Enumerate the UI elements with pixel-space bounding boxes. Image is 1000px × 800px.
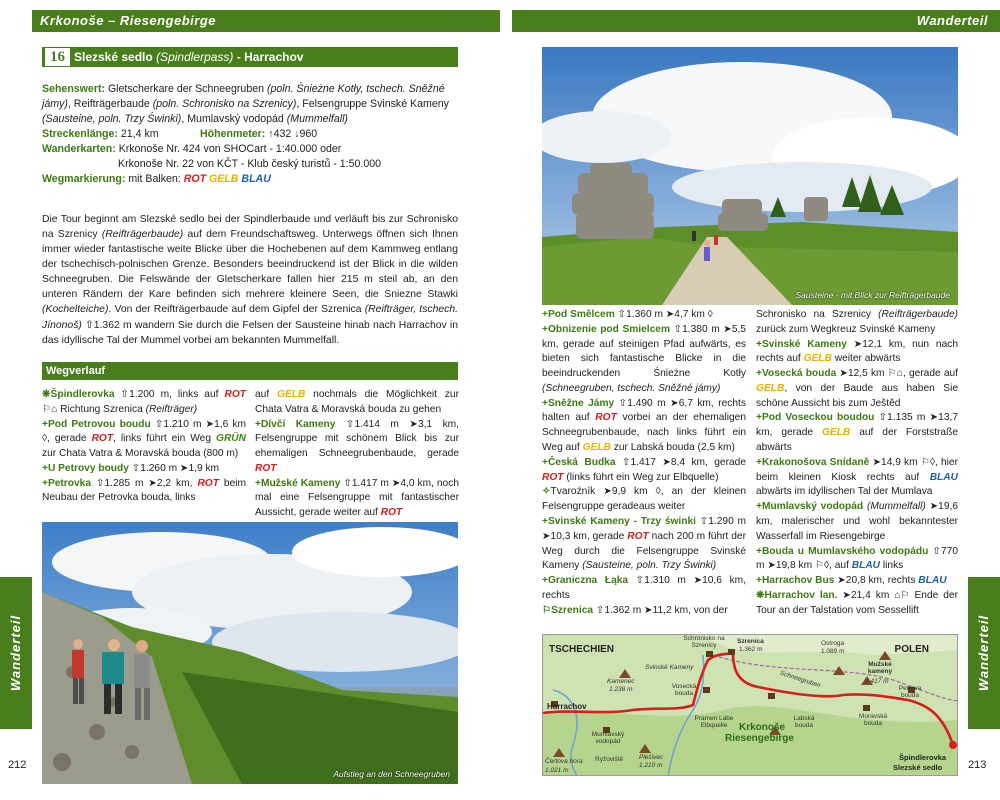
waypoint-petrovka (42, 477, 246, 507)
waypoint-harrachov-bus (756, 574, 958, 589)
wp-blau: BLAU (918, 575, 947, 587)
wp-text: vorbei an der ehemaligen Schneegrubenbaude, nach links führt ein Weg auf (542, 412, 746, 454)
wp-text: ⇧1.490 m ➤6,7 km, rechts halten auf (542, 397, 746, 424)
tour-number: 16 (45, 48, 70, 66)
map-place-ostroga-h: 1.089 m (821, 648, 845, 655)
side-tab-right-label: Wanderteil (975, 614, 991, 692)
wp-text: beim Neubau der Petrovka bouda, links (42, 477, 246, 504)
waypoint-tvaroznik (542, 485, 746, 515)
maps-row-2: Krkonoše Nr. 22 von KČT - Klub český turistů - 1:50.000 (118, 158, 382, 171)
map-place-certova: Čertova hora (545, 758, 583, 765)
photo-caption-sausteine: Sausteine - mit Blick zur Reifträgerbaude (795, 289, 950, 300)
wp-gelb: GELB (821, 427, 851, 439)
intro-g: ⇧1.362 m wandern Sie durch die Felsen der Sausteine hinab nach Harrachov in das idyllische Tal der Mummel vorbei am bekannten Mummelfall. (42, 319, 458, 346)
wp-name: Špindlerovka (50, 389, 115, 400)
photo-schneegruben-ascent (42, 522, 458, 784)
wp-text: ⇧1.417 m ➤4,0 km, noch mal eine Felsengruppe mit fantastischer Aussicht, gerade weiter auf (255, 477, 459, 519)
intro-c: auf dem Freundschaftsweg. Unterwegs öffnen sich Ihnen immer wieder fantastische weite Blicke über die Hochebenen auf dem Kammweg entlang der tschechisch-polnischen Grenze. Besonders beeindruckend ist der Blick in die wilden Schneegruben. Die Felswände der Gletscherkare fallen hier 215 m steil ab, an den unteren Rändern der Kare befinden sich mehrere kleinere Seen, die Sniezne Stawki (42, 229, 459, 301)
map-place-kamenec: Kamenec (607, 678, 635, 685)
tour-title (42, 47, 458, 67)
map-place-moravska: Moravská bouda (858, 713, 888, 728)
seh-b: (poln. Śnieżne Kotły, tschech. Sněžné jámy) (42, 83, 445, 111)
wp-rot: ROT (595, 412, 617, 424)
map-place-certova-h: 1.021 m (545, 767, 569, 774)
wp-text: ➤9,9 km ◊, an der kleinen Felsengruppe geradeaus weiter (542, 486, 746, 513)
page-number-right: 213 (968, 759, 987, 771)
photo-hikers-image (42, 522, 458, 784)
waypoint-snezne-jamy (542, 397, 746, 456)
waypoint-pod-petrovou (42, 418, 246, 462)
waypoint-muzske-kameny (255, 477, 459, 521)
viewpoint-icon: ✧ (542, 486, 551, 498)
wp-text: zurück zum Wegkreuz Svinské Kameny (756, 323, 936, 335)
running-header-right: Wanderteil (512, 10, 1000, 32)
waypoint-ceska-budka (542, 456, 746, 486)
map-label-cz: TSCHECHIEN (549, 644, 615, 655)
plus-icon: + (756, 575, 762, 587)
plus-icon: + (42, 418, 48, 430)
wp-name: Granicznа Łąka (547, 575, 629, 587)
wp-name: Česká Budka (547, 456, 616, 468)
wegverlauf-heading: Wegverlauf (42, 362, 458, 380)
wp-blau: BLAU (929, 471, 958, 483)
wp-name: Petrovka (47, 477, 91, 489)
route-column-3 (542, 308, 746, 618)
intro-d: (Kochelteiche) (42, 304, 109, 316)
map-place-svinske: Svinské Kameny (645, 664, 694, 671)
plus-icon: + (756, 368, 762, 380)
map-place-szrenica-h: 1.362 m (739, 646, 763, 653)
route-column-4 (756, 308, 958, 618)
map-place-kamenec-h: 1.238 m (609, 686, 633, 693)
wp-name: Svinské Kameny (761, 338, 847, 350)
wp-name: U Petrovy boudy (47, 462, 129, 474)
waypoint-spindlerovka (42, 388, 246, 418)
plus-icon: + (542, 456, 548, 468)
wp-text: ⇧1.362 m ➤11,2 km, von der (593, 604, 728, 616)
intro-b: (Reifträgerbaude) (101, 229, 184, 241)
wp-text: Schronisko na Szrenicy (756, 309, 879, 320)
wp-text: ⇧1.380 m ➤5,5 km, gerade auf steinigen Pfad aufwärts, es bieten sich fantastische Blicke in die beeindruckenden Śnieżne Kotły (542, 323, 746, 380)
map-place-schneegruben: Schneegruben (778, 669, 822, 690)
wp-gelb: GELB (582, 442, 611, 454)
wp-rot: ROT (542, 471, 564, 483)
map-place-labska: Labská bouda (793, 715, 815, 730)
intro-f: (Reifträger, tschech. Jínonoš) (42, 304, 458, 331)
plus-icon: + (756, 501, 762, 513)
wp-name: Dívčí Kameny (260, 418, 336, 430)
map-place-mumlavsky: Mumlavský vodopád (591, 731, 625, 746)
seh-e: , Felsengruppe Svinské Kameny (296, 98, 449, 111)
seh-f: (Sausteine, poln. Trzy Świnki) (42, 113, 182, 126)
wp-name: Szrenica (551, 604, 594, 616)
wp-text: ➤14,9 km ⚐◊, hier beim kleinen Kiosk rechts auf (756, 456, 958, 483)
maps-label: Wanderkarten: (42, 143, 116, 156)
wp-blau: BLAU (851, 560, 881, 572)
wp-text: ➤21,4 km ⌂⚐ Ende der Tour an der Talstation vom Sessellift (756, 589, 958, 616)
marking-gelb: GELB (209, 173, 239, 186)
wp-text: ⇧1.360 m ➤4,7 km ◊ (614, 309, 713, 320)
waypoint-szrenica (542, 604, 746, 619)
seh-c: , Reifträgerbaude (67, 98, 153, 111)
wp-name: Sněžne Jámy (547, 397, 615, 409)
waypoint-divci-kameny (255, 418, 459, 477)
maps-row (42, 142, 458, 157)
map-place-petrova: Petrova bouda (898, 685, 922, 700)
wp-text: ⚐⌂ Richtung Szrenica (42, 403, 146, 415)
seh-d: (poln. Schronisko na Szrenicy) (152, 98, 297, 111)
marking-text: mit Balken: (125, 173, 184, 186)
wp-text: (links führt ein Weg zur Elbquelle) (563, 471, 719, 483)
wp-rot: ROT (197, 477, 219, 489)
waypoint-u-petrovy (42, 462, 246, 477)
route-map (542, 634, 958, 776)
map-place-muzske-h: 1.417 m (865, 678, 889, 685)
wp-text: zur Labská bouda (2,5 km) (610, 442, 735, 454)
map-place-slezske: Slezské sedlo (893, 763, 943, 772)
waypoint-pod-voseckou (756, 411, 958, 455)
wp-rot: ROT (224, 389, 246, 400)
route-column-2 (255, 388, 459, 521)
wp-text: ➤12,1 km, nun nach rechts auf (756, 338, 958, 365)
page-number-left: 212 (8, 759, 27, 771)
waypoint-mumlavsky (756, 500, 958, 544)
wp-text: ⇧1.200 m, links auf (114, 389, 225, 400)
wp-rot: ROT (91, 433, 114, 445)
wp-gruen: GRÜN (216, 433, 247, 445)
map-label-pl: POLEN (894, 644, 929, 655)
map-place-vosecka: Vosecká bouda (671, 683, 697, 698)
waypoint-pod-smelcem (542, 308, 746, 323)
plus-icon: + (255, 418, 261, 430)
waypoint-bouda-mumlav (756, 545, 958, 575)
elevation-value: ↑432 ↓960 (265, 128, 318, 141)
plus-icon: + (542, 575, 548, 587)
plus-icon: + (542, 309, 548, 320)
wp-name: Harrachov lan. (764, 589, 838, 601)
wp-name: Tvaroźník (550, 486, 596, 498)
facts-block (42, 82, 458, 187)
wp-name: Pod Petrovou boudu (47, 418, 151, 430)
wp-text: ⇧770 m ➤19,8 km ⚐◊, auf (756, 545, 958, 572)
map-place-plesivec-h: 1.210 m (639, 762, 663, 769)
waypoint-krakonosova (756, 456, 958, 500)
wp-text: ⇧1.417 ➤8,4 km, gerade (615, 456, 746, 468)
plus-icon: + (756, 545, 762, 557)
route-continue (255, 388, 459, 418)
photo-caption-schneegruben: Aufstieg an den Schneegruben (333, 768, 450, 779)
tour-name-de: (Spindlerpass) (156, 50, 234, 64)
wp-text: nochmals die Möglichkeit zur Chata Vatra & Moravská bouda zu gehen (255, 389, 459, 415)
map-place-szrenica: Szrenica (737, 638, 764, 645)
wp-text: ⇧1.260 m ➤1,9 km (128, 462, 220, 474)
intro-e: . Von der Reifträgerbaude auf dem Gipfel der Szrenica (108, 304, 365, 316)
map-place-spindlerovka: Špindlerovka (899, 753, 947, 762)
marking-blau: BLAU (241, 173, 271, 186)
wp-gelb: GELB (756, 382, 785, 394)
route-column-1 (42, 388, 246, 506)
waypoint-svinske-kameny (542, 515, 746, 574)
marking-label: Wegmarkierung: (42, 173, 126, 186)
running-header-left: Krkonoše – Riesengebirge (32, 10, 500, 32)
intro-paragraph (42, 212, 458, 348)
plus-icon: + (255, 477, 261, 489)
wp-name: Mužské Kameny (260, 477, 341, 489)
wp-text: ⇧1.135 m ➤13,7 km, gerade (756, 412, 958, 439)
wp-text: auf der Forststraße abwärts (756, 427, 958, 454)
route-schronisko (756, 308, 958, 338)
wp-text: ⇧1.414 m ➤3,1 km, Felsengruppe mit schönem Blick bis zur ehemaligen Schneegrubenbaude, gerade (255, 418, 459, 460)
length-label: Streckenlänge: (42, 128, 118, 141)
photo-sausteine (542, 47, 958, 305)
wp-name: Svinské Kameny - Trzy świnki (547, 515, 696, 527)
intro-a: Die Tour beginnt am Slezské sedlo bei der Spindlerbaude und verläuft bis zur Schronisko na Szrenicy (42, 214, 458, 241)
wp-name: Mumlavský vodopád (761, 501, 864, 513)
waypoint-harrachov-lan (756, 589, 958, 619)
flag-icon: ⚐ (542, 604, 552, 616)
elevation-label: Höhenmeter: (200, 128, 266, 141)
seh-a: Gletscherkare der Schneegruben (105, 83, 267, 95)
wp-text: ⇧1.285 m ➤2,2 km, (91, 477, 198, 489)
wp-text: ➤20,8 km, rechts (834, 575, 919, 587)
start-icon: ❋ (42, 389, 51, 400)
map-place-muzske: Mužské kameny (867, 661, 893, 676)
wp-rot: ROT (255, 462, 277, 474)
wp-text: links (880, 560, 904, 572)
sehenswert (42, 82, 458, 127)
plus-icon: + (42, 462, 48, 474)
wp-text: ➤19,6 km, malerischer und wohl bekanntester Wasserfall im Riesengebirge (756, 501, 958, 542)
map-region-1: Krkonoše (739, 722, 786, 733)
map-place-pramen: Pramen Labe Elbquelle (694, 715, 734, 730)
wp-text: zur Chata Vatra & Moravská bouda (800 m) (42, 448, 239, 460)
plus-icon: + (542, 323, 548, 335)
wp-text: (Reifträger) (145, 403, 198, 415)
waypoint-svinske-back (756, 338, 958, 368)
wp-text: (Reifträgerbaude) (878, 309, 958, 320)
plus-icon: + (756, 456, 762, 468)
wp-text: auf (255, 389, 278, 400)
wp-text: ➤12,5 km ⚐⌂, gerade auf (836, 368, 958, 380)
wp-text: abwärts im idyllischen Tal der Mumlava (756, 486, 933, 498)
wp-name: Harrachov Bus (761, 575, 835, 587)
maps-1: Krkonoše Nr. 424 von SHOCart - 1:40.000 oder (115, 143, 342, 156)
marking-rot: ROT (183, 173, 207, 186)
length-value: 21,4 km (117, 128, 159, 141)
photo-sausteine-image (542, 47, 958, 305)
length-row (42, 127, 458, 142)
tour-name: Slezské sedlo (74, 50, 153, 64)
plus-icon: + (542, 515, 548, 527)
wp-text: , links führt ein Weg (113, 433, 217, 445)
plus-icon: + (542, 397, 548, 409)
wp-text: nach 200 m führt der Weg durch die Felsengruppe Svinské Kameny (542, 530, 746, 572)
plus-icon: + (42, 477, 48, 489)
wp-name: Pod Smělcem (547, 309, 615, 320)
map-place-schronisko: Schronisko na Szrenicy (683, 635, 725, 650)
wp-name: Obnizenie pod Smielcem (547, 323, 671, 335)
wp-name: Pod Voseckou boudou (761, 412, 875, 424)
wp-name: Krakonošova Snídaně (761, 456, 870, 468)
map-place-harrachov: Harrachov (547, 702, 587, 711)
wp-text: ⇧1.210 m ➤1,6 km ◊, gerade (42, 418, 247, 445)
wp-text: (Mummelfall) (863, 501, 926, 513)
seh-h: (Mummelfall) (286, 113, 348, 126)
side-tab-left (0, 577, 32, 729)
wp-text: ⇧1.310 m ➤10,6 km, rechts (542, 575, 746, 601)
marking-row (42, 172, 458, 187)
wp-text: (Schneegruben, tschech. Sněžné jámy) (542, 382, 721, 394)
sehenswert-label: Sehenswert: (42, 83, 105, 95)
plus-icon: + (756, 412, 762, 424)
wp-text: (Sausteine, poln. Trzy Świnki) (582, 560, 717, 572)
side-tab-left-label: Wanderteil (7, 614, 23, 692)
plus-icon: + (756, 338, 762, 350)
map-place-ryzoviste: Ryžoviště (595, 756, 624, 763)
wp-gelb: GELB (277, 389, 306, 400)
wp-text: ⇧1.290 m ➤10,3 km, gerade (542, 515, 746, 542)
wp-rot: ROT (380, 507, 403, 519)
tour-destination: - Harrachov (233, 50, 304, 64)
wp-name: Bouda u Mumlavského vodopádu (761, 545, 929, 557)
waypoint-obnizenie (542, 323, 746, 397)
map-place-ostroga: Ostroga (821, 640, 845, 647)
end-icon: ❋ (756, 589, 765, 601)
map-region-2: Riesengebirge (725, 733, 794, 744)
seh-g: , Mumlavský vodopád (181, 113, 287, 126)
waypoint-graniczna (542, 574, 746, 604)
wp-text: weiter abwärts (831, 353, 901, 365)
waypoint-vosecka (756, 367, 958, 411)
wp-gelb: GELB (803, 353, 832, 365)
map-place-plesivec: Plešivec (639, 754, 664, 761)
side-tab-right (968, 577, 1000, 729)
wp-rot: ROT (627, 530, 649, 542)
wp-text: , von der Baude aus haben Sie schöne Aussicht bis zum Ještěd (756, 382, 958, 409)
wp-name: Vosecká bouda (761, 368, 837, 380)
